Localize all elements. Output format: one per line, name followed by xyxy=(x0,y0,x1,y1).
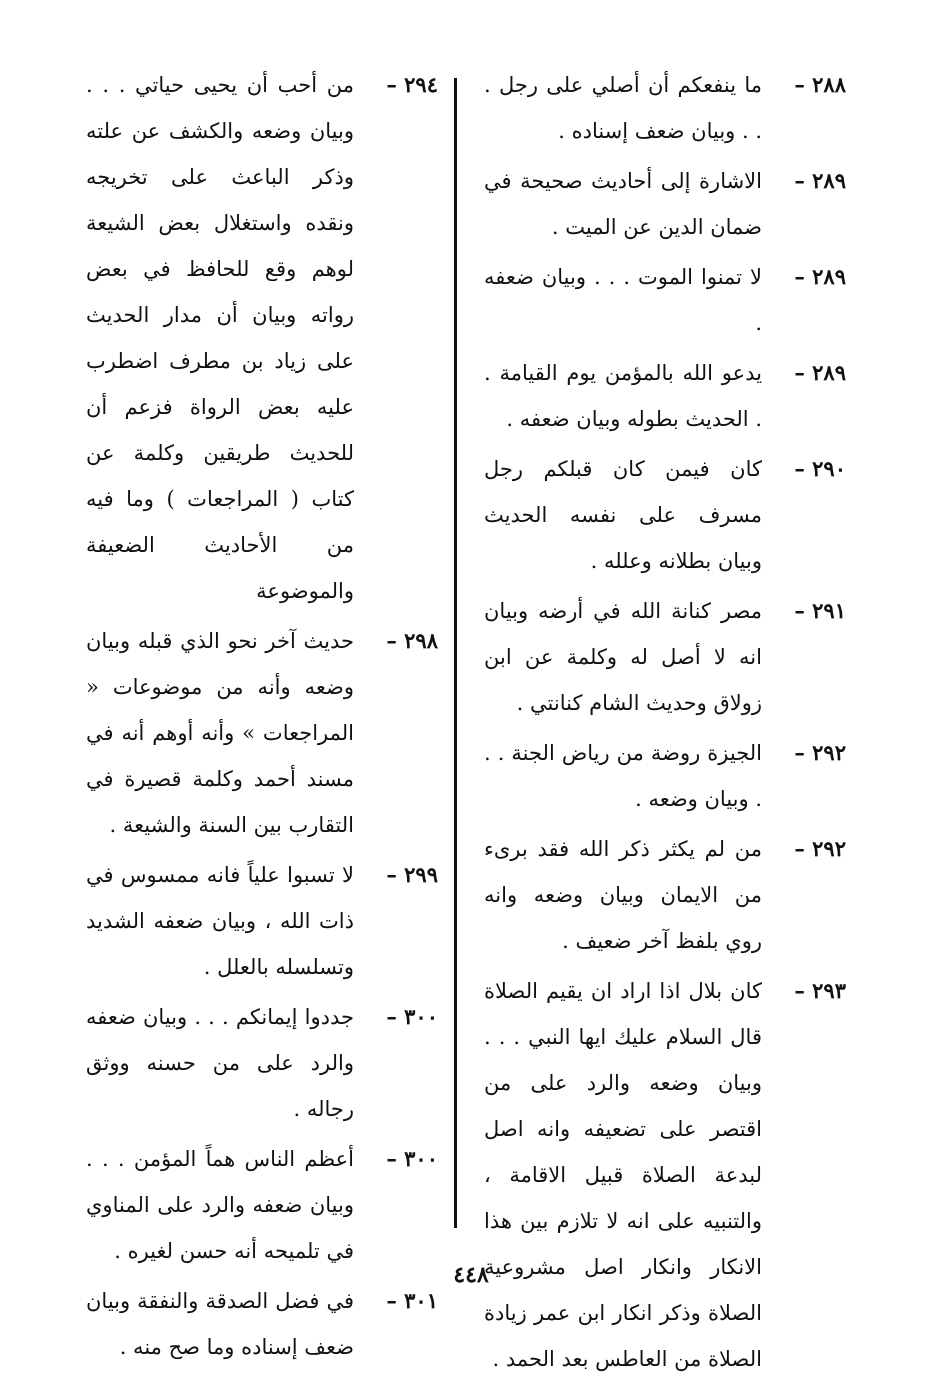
page-number: ٤٤٨ xyxy=(453,1262,489,1288)
entry-number: ٢٩٢ – xyxy=(794,740,846,765)
index-entry xyxy=(86,618,438,848)
entry-text: يدعو الله بالمؤمن يوم القيامة . . الحديث بطوله وبيان ضعفه . xyxy=(484,361,762,431)
entry-text: جددوا إيمانكم . . . وبيان ضعفه والرد على من حسنه ووثق رجاله . xyxy=(86,1005,354,1121)
index-entry xyxy=(86,1278,438,1370)
entry-number: ٣٠٠ – xyxy=(386,1146,438,1171)
index-entry xyxy=(484,826,846,964)
entry-number: ٢٨٩ – xyxy=(794,360,846,385)
entry-number: ٢٩٠ – xyxy=(794,456,846,481)
entry-text: حديث آخر نحو الذي قبله وبيان وضعه وأنه من موضوعات « المراجعات » وأنه أوهم أنه في مسند أحمد وكلمة قصيرة في التقارب بين السنة والشيعة . xyxy=(86,629,354,837)
entry-number: ٢٨٨ – xyxy=(794,72,846,97)
entry-number: ٢٩٩ – xyxy=(386,862,438,887)
column-divider xyxy=(454,78,457,1228)
index-entry xyxy=(484,350,846,442)
entry-text: الجيزة روضة من رياض الجنة . . . وبيان وضعه . xyxy=(484,741,762,811)
index-entry xyxy=(484,588,846,726)
index-entry xyxy=(86,62,438,614)
entry-number: ٢٨٩ – xyxy=(794,264,846,289)
index-entry xyxy=(484,968,846,1382)
index-column-right xyxy=(484,62,846,1386)
entry-text: لا تمنوا الموت . . . وبيان ضعفه . xyxy=(484,265,762,335)
index-entry xyxy=(86,994,438,1132)
index-entry xyxy=(484,158,846,250)
index-entry xyxy=(86,852,438,990)
entry-number: ٣٠١ – xyxy=(386,1288,438,1313)
entry-text: كان فيمن كان قبلكم رجل مسرف على نفسه الحديث وبيان بطلانه وعلله . xyxy=(484,457,762,573)
index-entry xyxy=(484,62,846,154)
entry-text: كان بلال اذا اراد ان يقيم الصلاة قال السلام عليك ايها النبي . . . وبيان وضعه والرد على من اقتصر على تضعيفه وانه اصل لبدعة الصلاة قبيل الاقامة ، والتنبيه على انه لا تلازم بين هذا الانكار وانكار اصل مشروعية الصلاة وذكر انكار ابن عمر زيادة الصلاة من العاطس بعد الحمد . xyxy=(484,979,762,1371)
entry-number: ٢٩٤ – xyxy=(386,72,438,97)
entry-number: ٣٠٠ – xyxy=(386,1004,438,1029)
index-entry xyxy=(484,730,846,822)
entry-text: مصر كنانة الله في أرضه وبيان انه لا أصل له وكلمة عن ابن زولاق وحديث الشام كنانتي . xyxy=(484,599,762,715)
entry-number: ٢٩٣ – xyxy=(794,978,846,1003)
entry-text: الاشارة إلى أحاديث صحيحة في ضمان الدين عن الميت . xyxy=(484,169,762,239)
index-entry xyxy=(86,1136,438,1274)
entry-number: ٢٩٢ – xyxy=(794,836,846,861)
index-entry xyxy=(484,446,846,584)
entry-text: في فضل الصدقة والنفقة وبيان ضعف إسناده وما صح منه . xyxy=(86,1289,354,1359)
entry-number: ٢٩١ – xyxy=(794,598,846,623)
index-entry xyxy=(484,254,846,346)
entry-text: ما ينفعكم أن أصلي على رجل . . . وبيان ضعف إسناده . xyxy=(484,73,762,143)
entry-text: من أحب أن يحيى حياتي . . . وبيان وضعه والكشف عن علته وذكر الباعث على تخريجه ونقده واستغلال بعض الشيعة لوهم وقع للحافظ في بعض رواته وبيان أن مدار الحديث على زياد بن مطرف اضطرب عليه بعض الرواة فزعم أن للحديث طريقين وكلمة عن كتاب ( المراجعات ) وما فيه من الأحاديث الضعيفة والموضوعة xyxy=(86,73,354,603)
entry-number: ٢٩٨ – xyxy=(386,628,438,653)
entry-text: لا تسبوا علياً فانه ممسوس في ذات الله ، وبيان ضعفه الشديد وتسلسله بالعلل . xyxy=(86,863,354,979)
index-column-left xyxy=(86,62,438,1374)
entry-text: أعظم الناس هماً المؤمن . . . وبيان ضعفه والرد على المناوي في تلميحه أنه حسن لغيره . xyxy=(86,1147,354,1263)
entry-text: من لم يكثر ذكر الله فقد برىء من الايمان وبيان وضعه وانه روي بلفظ آخر ضعيف . xyxy=(484,837,762,953)
entry-number: ٢٨٩ – xyxy=(794,168,846,193)
